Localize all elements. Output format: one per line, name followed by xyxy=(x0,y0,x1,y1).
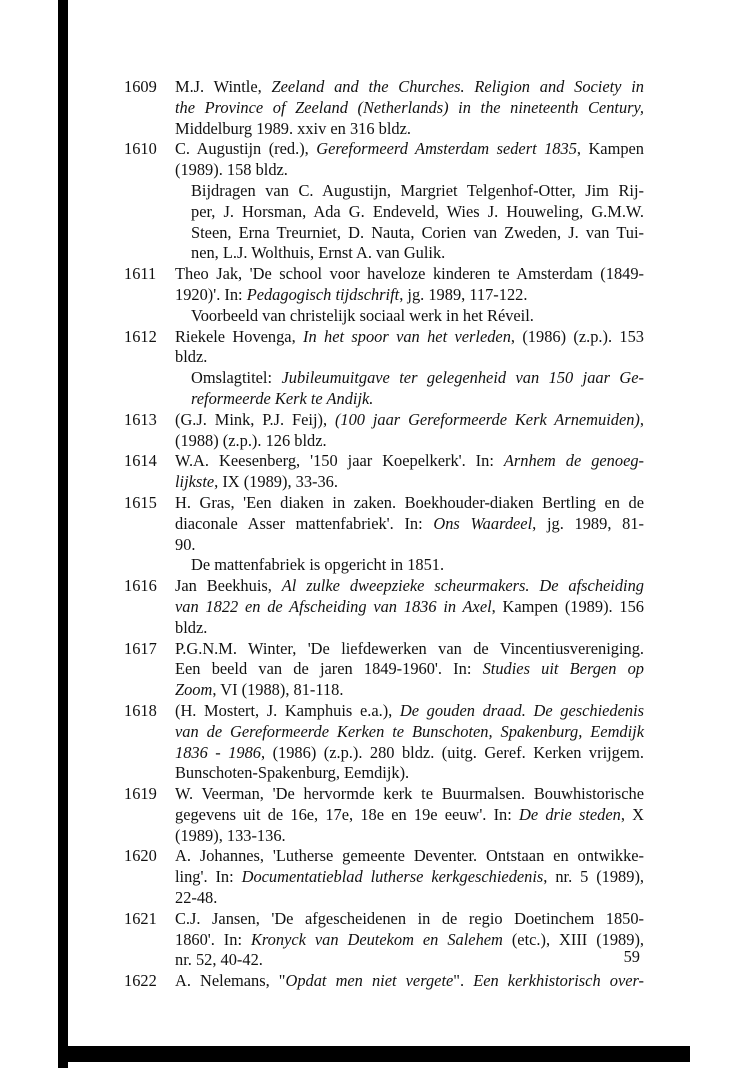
entry-number: 1609 xyxy=(124,77,157,96)
entry-number: 1612 xyxy=(124,326,157,346)
entry-text-line: M.J. Wintle, Zeeland and the Churches. Religion and Society in xyxy=(175,77,645,96)
entry-text-line: the Province of Zeeland (Netherlands) in the nineteenth Century, xyxy=(175,97,644,117)
entry-number: 1615 xyxy=(124,492,157,512)
bibliography-entry xyxy=(124,264,644,326)
bibliography-entry xyxy=(124,909,644,971)
bibliography-entry xyxy=(124,77,644,139)
bibliography-entry xyxy=(124,701,644,784)
bibliography-entry xyxy=(124,327,644,410)
scan-border-bottom xyxy=(58,1046,690,1062)
entry-text-line: Middelburg 1989. xxiv en 316 bldz. xyxy=(175,118,411,138)
entry-text-line: Riekele Hovenga, In het spoor van het verleden, (1986) (z.p.). 153 xyxy=(175,326,645,346)
bibliography-entry xyxy=(124,493,644,576)
entry-text-line: C.J. Jansen, 'De afgescheidenen in de regio Doetinchem 1850- xyxy=(175,908,644,928)
bibliography-entry xyxy=(124,639,644,701)
entry-text-line: 22-48. xyxy=(175,888,218,908)
entry-annotation-line: per, J. Horsman, Ada G. Endeveld, Wies J. Houweling, G.M.W. xyxy=(191,201,644,221)
entry-text-line: Bunschoten-Spakenburg, Eemdijk). xyxy=(175,763,410,783)
entry-text-line: A. Nelemans, "Opdat men niet vergete". Een kerkhistorisch over- xyxy=(175,971,645,991)
entry-number: 1616 xyxy=(124,576,157,596)
entry-text-line: (1989), 133-136. xyxy=(175,825,286,845)
bibliography-entry xyxy=(124,451,644,493)
bibliography-entry xyxy=(124,410,644,452)
entry-text-line: P.G.N.M. Winter, 'De liefdewerken van de Vincentiusvereniging. xyxy=(175,638,644,658)
page-number: 59 xyxy=(623,947,640,966)
entry-annotation-line: Steen, Erna Treurniet, D. Nauta, Corien van Zweden, J. van Tui- xyxy=(191,222,644,242)
entry-text-line: lijkste, IX (1989), 33-36. xyxy=(175,472,338,492)
entry-text-line: H. Gras, 'Een diaken in zaken. Boekhouder-diaken Bertling en de xyxy=(175,492,644,512)
entry-number: 1611 xyxy=(124,264,157,284)
bibliography-entry xyxy=(124,846,644,908)
entry-text-line: van 1822 en de Afscheiding van 1836 in Axel, Kampen (1989). 156 xyxy=(175,596,644,616)
entry-annotation-line: nen, L.J. Wolthuis, Ernst A. van Gulik. xyxy=(191,243,446,263)
entry-text-line: (1989). 158 bldz. xyxy=(175,160,288,180)
entry-number: 1618 xyxy=(124,700,157,720)
entry-text-line: gegevens uit de 16e, 17e, 18e en 19e eeuw'. In: De drie steden, X xyxy=(175,804,644,824)
entry-text-line: bldz. xyxy=(175,617,208,637)
entry-number: 1620 xyxy=(124,846,157,866)
entry-annotation-line: Bijdragen van C. Augustijn, Margriet Telgenhof-Otter, Jim Rij- xyxy=(191,180,644,200)
entry-number: 1622 xyxy=(124,971,157,991)
bibliography-list xyxy=(124,77,644,992)
entry-text-line: (H. Mostert, J. Kamphuis e.a.), De gouden draad. De geschiedenis xyxy=(175,700,644,720)
entry-text-line: Zoom, VI (1988), 81-118. xyxy=(175,680,344,700)
entry-text-line: nr. 52, 40-42. xyxy=(175,950,263,970)
bibliography-entry xyxy=(124,139,644,264)
entry-text-line: Jan Beekhuis, Al zulke dweepzieke scheurmakers. De afscheiding xyxy=(175,576,644,596)
entry-number: 1619 xyxy=(124,784,157,804)
entry-annotation-line: Omslagtitel: Jubileumuitgave ter gelegenheid van 150 jaar Ge- xyxy=(191,368,644,388)
entry-text-line: (G.J. Mink, P.J. Feij), (100 jaar Gereformeerde Kerk Arnemuiden), xyxy=(175,409,644,429)
entry-number: 1621 xyxy=(124,908,157,928)
bibliography-entry xyxy=(124,576,644,638)
bibliography-entry xyxy=(124,784,644,846)
entry-text-line: Theo Jak, 'De school voor haveloze kinderen te Amsterdam (1849- xyxy=(175,264,644,284)
entry-text-line: 90. xyxy=(175,534,196,554)
entry-text-line: 1836 - 1986, (1986) (z.p.). 280 bldz. (uitg. Geref. Kerken vrijgem. xyxy=(175,742,645,762)
entry-text-line: A. Johannes, 'Lutherse gemeente Deventer. Ontstaan en ontwikke- xyxy=(175,846,644,866)
entry-text-line: (1988) (z.p.). 126 bldz. xyxy=(175,430,327,450)
entry-number: 1617 xyxy=(124,638,157,658)
entry-number: 1614 xyxy=(124,451,157,471)
entry-number: 1613 xyxy=(124,409,157,429)
entry-text-line: ling'. In: Documentatieblad lutherse kerkgeschiedenis, nr. 5 (1989), xyxy=(175,867,645,887)
entry-text-line: diaconale Asser mattenfabriek'. In: Ons Waardeel, jg. 1989, 81- xyxy=(175,513,644,533)
entry-text-line: Een beeld van de jaren 1849-1960'. In: Studies uit Bergen op xyxy=(175,659,644,679)
bibliography-entry xyxy=(124,971,644,992)
entry-annotation-line: Voorbeeld van christelijk sociaal werk in het Réveil. xyxy=(191,305,534,325)
entry-number: 1610 xyxy=(124,139,157,159)
entry-text-line: bldz. xyxy=(175,347,208,367)
entry-text-line: 1920)'. In: Pedagogisch tijdschrift, jg. 1989, 117-122. xyxy=(175,284,528,304)
entry-text-line: 1860'. In: Kronyck van Deutekom en Salehem (etc.), XIII (1989), xyxy=(175,929,644,949)
entry-annotation-line: De mattenfabriek is opgericht in 1851. xyxy=(191,555,445,575)
entry-annotation-line: reformeerde Kerk te Andijk. xyxy=(191,388,374,408)
entry-text-line: W. Veerman, 'De hervormde kerk te Buurmalsen. Bouwhistorische xyxy=(175,784,644,804)
scan-border-left xyxy=(58,0,68,1068)
entry-text-line: C. Augustijn (red.), Gereformeerd Amsterdam sedert 1835, Kampen xyxy=(175,139,645,159)
entry-text-line: W.A. Keesenberg, '150 jaar Koepelkerk'. In: Arnhem de genoeg- xyxy=(175,451,644,471)
entry-text-line: van de Gereformeerde Kerken te Bunschoten, Spakenburg, Eemdijk xyxy=(175,721,644,741)
